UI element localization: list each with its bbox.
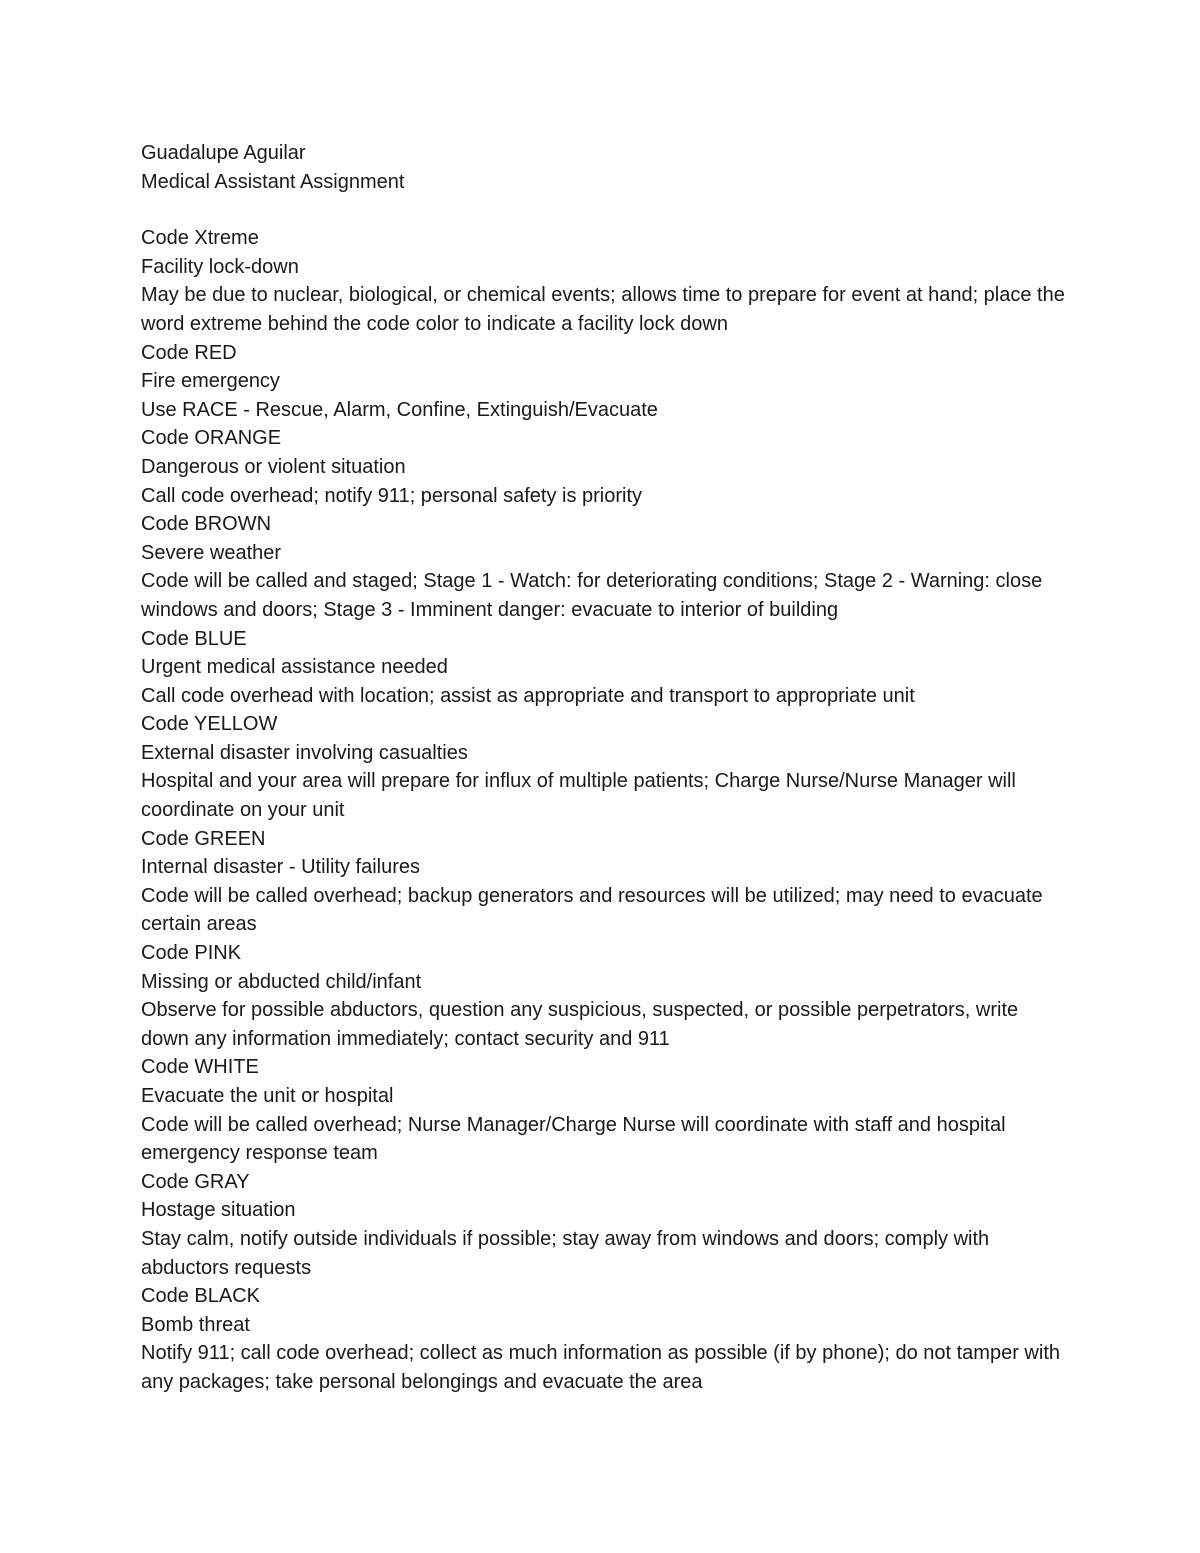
code-meaning: Urgent medical assistance needed bbox=[141, 656, 448, 679]
code-name: Code BLACK bbox=[141, 1285, 260, 1308]
code-entry-green bbox=[141, 825, 1071, 939]
code-name: Code Xtreme bbox=[141, 227, 259, 250]
code-meaning: Fire emergency bbox=[141, 370, 280, 393]
code-entry-brown bbox=[141, 510, 1071, 624]
code-action: Call code overhead; notify 911; personal safety is priority bbox=[141, 484, 643, 507]
code-meaning: Facility lock-down bbox=[141, 255, 299, 278]
code-meaning: Hostage situation bbox=[141, 1199, 296, 1222]
code-meaning: External disaster involving casualties bbox=[141, 741, 468, 764]
code-name: Code RED bbox=[141, 341, 237, 364]
code-meaning: Bomb threat bbox=[141, 1313, 250, 1336]
code-name: Code PINK bbox=[141, 942, 242, 965]
code-meaning: Missing or abducted child/infant bbox=[141, 970, 422, 993]
code-action: Code will be called and staged; Stage 1 - Watch: for deteriorating conditions; Stage 2 - Warning: close windows and doors; Stage 3 - Imminent danger: evacuate to interior of building bbox=[141, 570, 1043, 621]
code-meaning: Severe weather bbox=[141, 541, 282, 564]
code-action: Notify 911; call code overhead; collect as much information as possible (if by phone); do not tamper with any packages; take personal belongings and evacuate the area bbox=[141, 1342, 1060, 1393]
code-name: Code WHITE bbox=[141, 1056, 259, 1079]
document-body bbox=[141, 139, 1071, 1397]
code-entry-white bbox=[141, 1053, 1071, 1167]
code-name: Code BROWN bbox=[141, 513, 272, 536]
code-action: Observe for possible abductors, question any suspicious, suspected, or possible perpetrators, write down any information immediately; contact security and 911 bbox=[141, 999, 1019, 1050]
code-entry-pink bbox=[141, 939, 1071, 1053]
code-action: Code will be called overhead; backup generators and resources will be utilized; may need to evacuate certain areas bbox=[141, 884, 1043, 936]
code-action: May be due to nuclear, biological, or chemical events; allows time to prepare for event at hand; place the word extreme behind the code color to indicate a facility lock down bbox=[141, 284, 1065, 335]
code-action: Code will be called overhead; Nurse Manager/Charge Nurse will coordinate with staff and hospital emergency response team bbox=[141, 1113, 1006, 1165]
code-name: Code YELLOW bbox=[141, 713, 278, 736]
code-entry-blue bbox=[141, 625, 1071, 711]
code-entry-red bbox=[141, 339, 1071, 425]
code-meaning: Internal disaster - Utility failures bbox=[141, 856, 420, 879]
code-action: Hospital and your area will prepare for influx of multiple patients; Charge Nurse/Nurse Manager will coordinate on your unit bbox=[141, 770, 1016, 822]
code-meaning: Dangerous or violent situation bbox=[141, 455, 406, 478]
code-entry-xtreme bbox=[141, 224, 1071, 338]
code-name: Code GREEN bbox=[141, 827, 266, 850]
code-entry-orange bbox=[141, 424, 1071, 510]
code-name: Code GRAY bbox=[141, 1170, 250, 1193]
document-header bbox=[141, 139, 1071, 196]
assignment-title: Medical Assistant Assignment bbox=[141, 170, 405, 193]
author-name: Guadalupe Aguilar bbox=[141, 142, 306, 164]
code-entry-black bbox=[141, 1282, 1071, 1396]
code-entry-yellow bbox=[141, 710, 1071, 824]
code-name: Code BLUE bbox=[141, 627, 247, 650]
code-action: Stay calm, notify outside individuals if possible; stay away from windows and doors; comply with abductors requests bbox=[141, 1227, 990, 1279]
code-meaning: Evacuate the unit or hospital bbox=[141, 1085, 394, 1107]
code-action: Use RACE - Rescue, Alarm, Confine, Extinguish/Evacuate bbox=[141, 398, 658, 421]
code-entry-gray bbox=[141, 1168, 1071, 1282]
code-action: Call code overhead with location; assist as appropriate and transport to appropriate unit bbox=[141, 684, 915, 707]
code-name: Code ORANGE bbox=[141, 427, 282, 450]
